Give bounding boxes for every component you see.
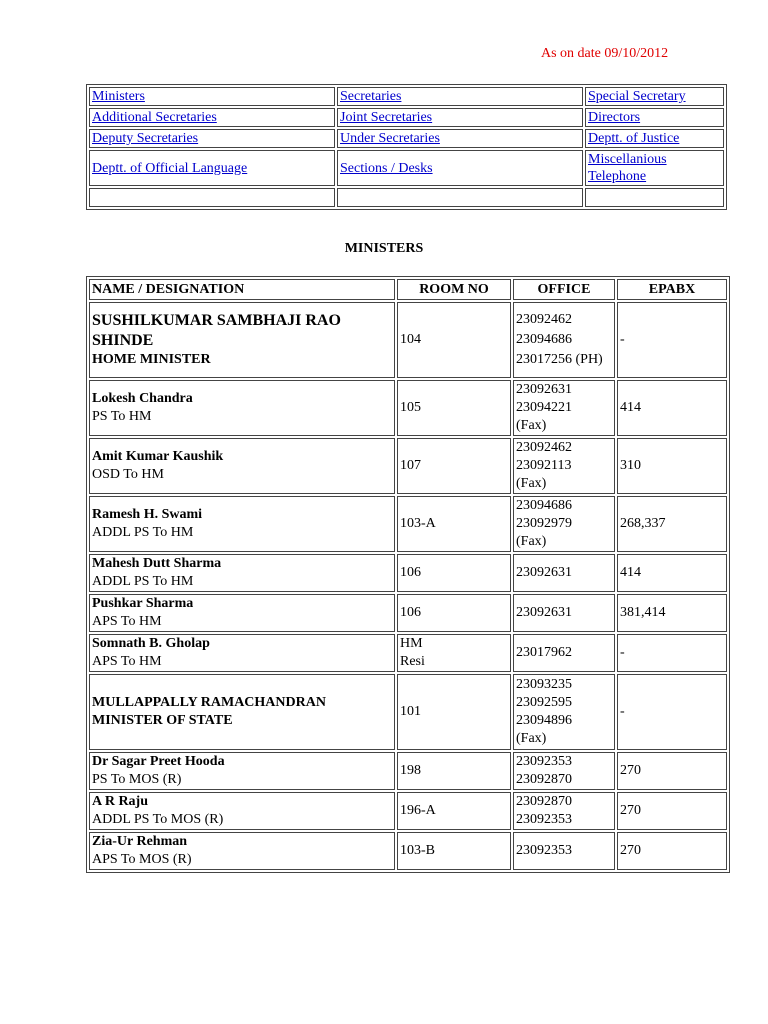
- office-phone: 23017256 (PH): [516, 352, 603, 367]
- epabx-cell: 270: [617, 752, 727, 790]
- office-phone: 23092353: [516, 843, 572, 858]
- header-room-no: ROOM NO: [397, 279, 511, 300]
- table-row: [89, 752, 727, 790]
- name-designation-cell: [89, 832, 395, 870]
- nav-cell: [89, 129, 335, 148]
- person-name: Mahesh Dutt Sharma: [92, 556, 222, 571]
- nav-cell: [337, 150, 583, 186]
- room-no-cell: 106: [397, 594, 511, 632]
- name-designation-cell: [89, 674, 395, 750]
- designation: APS To HM: [92, 614, 162, 629]
- table-row: [89, 496, 727, 552]
- name-designation-cell: [89, 634, 395, 672]
- office-phone: 23017962: [516, 645, 572, 660]
- office-phone-cell: [513, 438, 615, 494]
- section-title: MINISTERS: [344, 241, 424, 256]
- name-designation-cell: [89, 438, 395, 494]
- office-phone: 23092870: [516, 772, 572, 787]
- office-phone-cell: [513, 674, 615, 750]
- name-designation-cell: [89, 594, 395, 632]
- person-name: Pushkar Sharma: [92, 596, 194, 611]
- person-name: Zia-Ur Rehman: [92, 834, 188, 849]
- office-phone: 23094686: [516, 332, 572, 347]
- epabx-cell: 268,337: [617, 496, 727, 552]
- epabx-cell: 414: [617, 380, 727, 436]
- office-phone-cell: [513, 496, 615, 552]
- epabx-cell: 310: [617, 438, 727, 494]
- office-phone: (Fax): [516, 534, 547, 549]
- room-no-cell: 198: [397, 752, 511, 790]
- person-name: Lokesh Chandra: [92, 391, 193, 406]
- nav-link-under-secretaries[interactable]: Under Secretaries: [340, 131, 440, 146]
- designation: MINISTER OF STATE: [92, 713, 233, 728]
- office-phone: 23092113: [516, 458, 572, 473]
- office-phone: (Fax): [516, 476, 547, 491]
- office-phone: 23092631: [516, 382, 572, 397]
- person-name: MULLAPPALLY RAMACHANDRAN: [92, 695, 326, 710]
- designation: APS To MOS (R): [92, 852, 192, 867]
- nav-link-secretaries[interactable]: Secretaries: [340, 89, 402, 104]
- nav-cell: [585, 150, 724, 186]
- designation: PS To MOS (R): [92, 772, 182, 787]
- table-header-row: [89, 279, 727, 300]
- nav-cell: [337, 108, 583, 127]
- room-no-cell: 107: [397, 438, 511, 494]
- name-designation-cell: [89, 380, 395, 436]
- name-designation-cell: [89, 302, 395, 378]
- nav-cell: [585, 188, 724, 207]
- person-name: Dr Sagar Preet Hooda: [92, 754, 225, 769]
- nav-cell: [337, 188, 583, 207]
- nav-cell: [89, 87, 335, 106]
- nav-link-sections-desks[interactable]: Sections / Desks: [340, 160, 433, 176]
- epabx-cell: 381,414: [617, 594, 727, 632]
- nav-link-joint-secretaries[interactable]: Joint Secretaries: [340, 110, 433, 125]
- designation: ADDL PS To HM: [92, 525, 194, 540]
- table-row: [89, 438, 727, 494]
- nav-cell: [585, 87, 724, 106]
- table-row: [89, 302, 727, 378]
- office-phone-cell: [513, 832, 615, 870]
- epabx-cell: 414: [617, 554, 727, 592]
- designation: ADDL PS To MOS (R): [92, 812, 224, 827]
- office-phone-cell: [513, 302, 615, 378]
- office-phone: 23092353: [516, 812, 572, 827]
- epabx-cell: -: [617, 302, 727, 378]
- name-designation-cell: [89, 752, 395, 790]
- office-phone: 23093235: [516, 677, 572, 692]
- nav-row: [89, 87, 724, 106]
- designation: ADDL PS To HM: [92, 574, 194, 589]
- epabx-cell: 270: [617, 792, 727, 830]
- room-no-cell: 101: [397, 674, 511, 750]
- name-designation-cell: [89, 496, 395, 552]
- nav-row: [89, 188, 724, 207]
- room-no-cell: 103-B: [397, 832, 511, 870]
- nav-link-deptt-of-justice[interactable]: Deptt. of Justice: [588, 131, 680, 146]
- nav-row: [89, 129, 724, 148]
- office-phone: 23094221: [516, 400, 572, 415]
- nav-link-special-secretary[interactable]: Special Secretary: [588, 89, 686, 104]
- office-phone: 23092631: [516, 605, 572, 620]
- ministers-table: [86, 276, 730, 873]
- person-name: Amit Kumar Kaushik: [92, 449, 224, 464]
- office-phone-cell: [513, 792, 615, 830]
- nav-cell: [337, 87, 583, 106]
- navigation-links-table: [86, 84, 727, 210]
- table-row: [89, 634, 727, 672]
- header-epabx: EPABX: [617, 279, 727, 300]
- room-no-cell: HM Resi: [397, 634, 511, 672]
- office-phone: 23094686: [516, 498, 572, 513]
- person-name: SUSHILKUMAR SAMBHAJI RAO SHINDE: [92, 312, 341, 349]
- nav-cell: [585, 129, 724, 148]
- epabx-cell: 270: [617, 832, 727, 870]
- designation: OSD To HM: [92, 467, 164, 482]
- office-phone-cell: [513, 752, 615, 790]
- person-name: A R Raju: [92, 794, 149, 809]
- person-name: Ramesh H. Swami: [92, 507, 203, 522]
- nav-link-deptt-of-official-language[interactable]: Deptt. of Official Language: [92, 160, 248, 176]
- nav-cell: [585, 108, 724, 127]
- designation: PS To HM: [92, 409, 152, 424]
- office-phone: 23092870: [516, 794, 572, 809]
- office-phone: 23092353: [516, 754, 572, 769]
- as-on-date: As on date 09/10/2012: [541, 46, 669, 61]
- nav-cell: [89, 188, 335, 207]
- office-phone: (Fax): [516, 418, 547, 433]
- header-office: OFFICE: [513, 279, 615, 300]
- nav-link-miscellanious-telephone[interactable]: Miscellanious Telephone: [588, 152, 667, 184]
- office-phone: 23092595: [516, 695, 572, 710]
- office-phone: 23094896: [516, 713, 572, 728]
- office-phone-cell: [513, 380, 615, 436]
- office-phone: 23092631: [516, 565, 572, 580]
- designation: HOME MINISTER: [92, 352, 211, 367]
- epabx-cell: -: [617, 634, 727, 672]
- room-no-cell: 106: [397, 554, 511, 592]
- nav-link-directors[interactable]: Directors: [588, 110, 641, 125]
- office-phone: (Fax): [516, 731, 547, 746]
- nav-link-additional-secretaries[interactable]: Additional Secretaries: [92, 110, 217, 125]
- room-no-cell: 105: [397, 380, 511, 436]
- name-designation-cell: [89, 792, 395, 830]
- header-name-designation: NAME / DESIGNATION: [89, 279, 395, 300]
- nav-cell: [89, 108, 335, 127]
- office-phone-cell: [513, 554, 615, 592]
- table-row: [89, 594, 727, 632]
- table-row: [89, 554, 727, 592]
- office-phone: 23092979: [516, 516, 572, 531]
- table-row: [89, 380, 727, 436]
- table-row: [89, 832, 727, 870]
- nav-row: [89, 150, 724, 186]
- table-row: [89, 674, 727, 750]
- office-phone: 23092462: [516, 440, 572, 455]
- name-designation-cell: [89, 554, 395, 592]
- room-no-cell: 103-A: [397, 496, 511, 552]
- designation: APS To HM: [92, 654, 162, 669]
- nav-link-deputy-secretaries[interactable]: Deputy Secretaries: [92, 131, 199, 146]
- room-no-cell: 196-A: [397, 792, 511, 830]
- person-name: Somnath B. Gholap: [92, 636, 210, 651]
- nav-cell: [89, 150, 335, 186]
- epabx-cell: -: [617, 674, 727, 750]
- table-row: [89, 792, 727, 830]
- office-phone-cell: [513, 594, 615, 632]
- nav-link-ministers[interactable]: Ministers: [92, 89, 145, 104]
- nav-row: [89, 108, 724, 127]
- nav-cell: [337, 129, 583, 148]
- room-no-cell: 104: [397, 302, 511, 378]
- office-phone-cell: [513, 634, 615, 672]
- office-phone: 23092462: [516, 312, 572, 327]
